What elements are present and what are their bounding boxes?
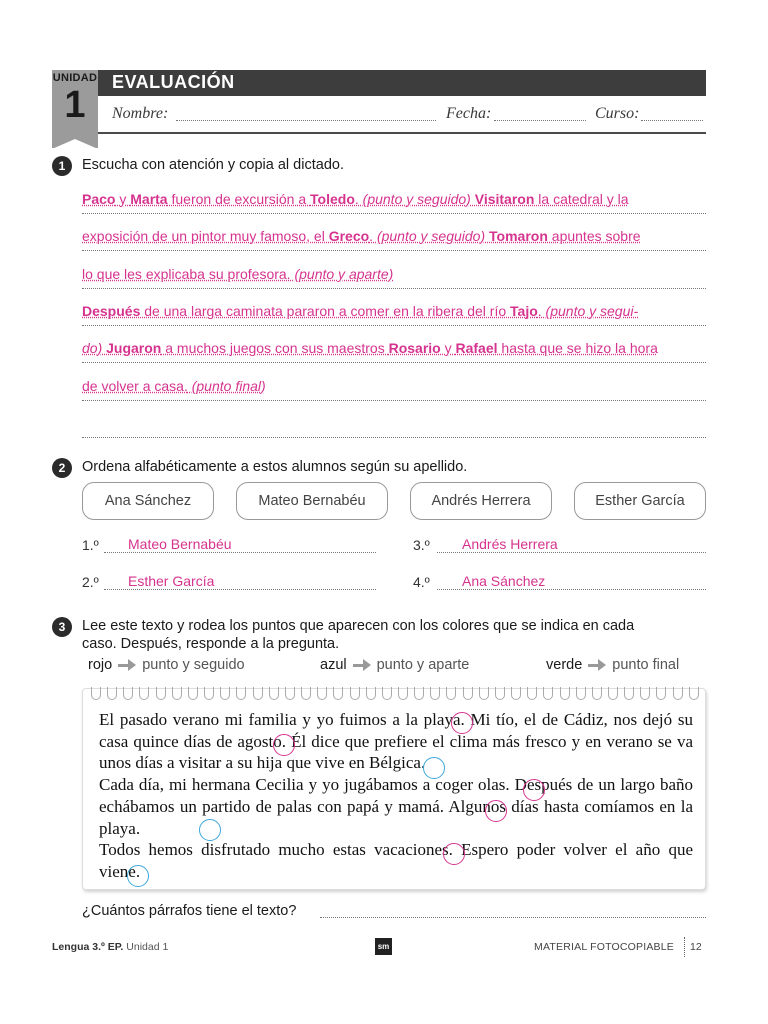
publisher-logo: sm <box>375 938 392 955</box>
student-name-card: Ana Sánchez <box>82 482 214 520</box>
ring-icon <box>382 687 392 700</box>
dictation-fragment: Tomaron <box>489 228 548 245</box>
ring-icon <box>236 687 246 700</box>
dictation-fragment: (punto y seguido) <box>358 191 475 207</box>
legend-color: verde <box>546 657 583 673</box>
dictation-fragment: exposición de un pintor muy famoso, el <box>82 228 329 245</box>
footer-unit: Unidad 1 <box>126 941 169 953</box>
period-circle-blue[interactable] <box>127 865 149 887</box>
ring-icon <box>511 687 521 700</box>
dictation-fragment: Visitaron <box>474 191 535 207</box>
ring-icon <box>446 687 456 700</box>
ring-icon <box>543 687 553 700</box>
arrow-right-icon <box>118 659 136 671</box>
dictation-fragment: hasta que se hizo la hora <box>497 340 658 357</box>
exercise-3-instruction: Lee este texto y rodea los puntos que aparecen con los colores que se indica en cada <box>82 618 635 634</box>
legend-item <box>320 657 469 673</box>
page-title: EVALUACIÓN <box>112 72 235 92</box>
ring-icon <box>301 687 311 700</box>
date-label: Fecha: <box>446 105 492 122</box>
student-name-card: Mateo Bernabéu <box>236 482 388 520</box>
period-circle-red[interactable] <box>443 843 465 865</box>
reading-text <box>99 709 693 883</box>
ring-icon <box>139 687 149 700</box>
footer-book: Lengua 3.º EP. <box>52 941 124 953</box>
course-label: Curso: <box>595 105 640 122</box>
footer-book-info <box>52 941 168 953</box>
dictation-fragment: de una larga caminata pararon a comer en la ribera del río <box>140 302 511 319</box>
dictation-fragment: (punto y segui- <box>541 302 639 319</box>
answer-ordinal: 1.º <box>82 537 99 553</box>
ring-icon <box>608 687 618 700</box>
dictation-fragment: Rafael <box>455 340 498 357</box>
answer-name: Esther García <box>128 573 215 589</box>
ring-icon <box>172 687 182 700</box>
ring-icon <box>123 687 133 700</box>
ring-icon <box>91 687 101 700</box>
ring-icon <box>333 687 343 700</box>
ring-icon <box>107 687 117 700</box>
footer-divider <box>684 937 685 957</box>
ring-icon <box>269 687 279 700</box>
dictation-fragment: y <box>440 340 456 357</box>
notebook-rings <box>91 687 699 701</box>
ring-icon <box>624 687 634 700</box>
unit-number: 1 <box>64 84 86 126</box>
legend-color: azul <box>320 657 347 673</box>
dictation-fragment: (punto y seguido) <box>373 228 490 245</box>
dictation-fragment: Después <box>82 302 141 319</box>
dictation-fragment: Greco <box>328 228 370 245</box>
period-circle-red[interactable] <box>451 712 473 734</box>
ring-icon <box>204 687 214 700</box>
period-circle-red[interactable] <box>523 779 545 801</box>
question-answer-line[interactable] <box>320 898 706 918</box>
ring-icon <box>317 687 327 700</box>
dictation-line[interactable] <box>82 259 706 289</box>
name-field[interactable] <box>176 119 436 121</box>
unit-tab <box>52 70 98 148</box>
dictation-line[interactable] <box>82 296 706 326</box>
arrow-right-icon <box>353 659 371 671</box>
ring-icon <box>479 687 489 700</box>
legend-meaning: punto final <box>612 657 680 673</box>
ring-icon <box>592 687 602 700</box>
dictation-fragment: Paco <box>82 191 116 207</box>
name-label: Nombre: <box>112 105 169 122</box>
dictation-fragment: . <box>369 228 374 245</box>
answer-ordinal: 2.º <box>82 574 99 590</box>
legend-meaning: punto y seguido <box>142 657 245 673</box>
period-circle-red[interactable] <box>485 800 507 822</box>
legend-color: rojo <box>88 657 113 673</box>
answer-name: Mateo Bernabéu <box>128 536 232 552</box>
ring-icon <box>640 687 650 700</box>
exercise-2-number: 2 <box>52 458 72 478</box>
student-info-row <box>98 98 706 134</box>
ring-icon <box>495 687 505 700</box>
dictation-fragment: lo que les explicaba su profesora. <box>82 265 291 282</box>
arrow-right-icon <box>588 659 606 671</box>
paragraph: El pasado verano mi familia y yo fuimos a la playa. Mi tío, el de Cádiz, nos dejó su casa quince días de agosto. Él dice que prefiere el clima más fresco y en verano se va unos días a visitar a su hija que vive en Bélgica. <box>99 710 693 773</box>
ring-icon <box>414 687 424 700</box>
dictation-line[interactable] <box>82 333 706 363</box>
unit-label: UNIDAD <box>52 72 98 84</box>
paragraph: Cada día, mi hermana Cecilia y yo jugábamos a coger olas. Después de un largo baño echábamos un partido de palas con papá y mamá. Algunos días hasta comíamos en la playa. <box>99 775 693 838</box>
ring-icon <box>673 687 683 700</box>
dictation-fragment: la catedral y la <box>534 191 629 207</box>
exercise-3-number: 3 <box>52 617 72 637</box>
ring-icon <box>463 687 473 700</box>
dictation-fragment: Marta <box>130 191 168 207</box>
date-field[interactable] <box>494 119 586 121</box>
question-text: ¿Cuántos párrafos tiene el texto? <box>82 903 297 919</box>
ring-icon <box>656 687 666 700</box>
paragraph: Todos hemos disfrutado mucho estas vacaciones. Espero poder volver el año que viene. <box>99 840 693 881</box>
dictation-fragment: Jugaron <box>106 340 162 357</box>
period-circle-blue[interactable] <box>199 819 221 841</box>
ring-icon <box>527 687 537 700</box>
ring-icon <box>285 687 295 700</box>
dictation-fragment: apuntes sobre <box>547 228 641 245</box>
student-name-card: Andrés Herrera <box>410 482 552 520</box>
dictation-line[interactable] <box>82 408 706 438</box>
dictation-fragment: Toledo <box>310 191 355 207</box>
dictation-fragment: fueron de excursión a <box>167 191 311 207</box>
period-circle-red[interactable] <box>273 734 295 756</box>
ring-icon <box>576 687 586 700</box>
dictation-fragment: Tajo <box>510 302 538 319</box>
answer-ordinal: 3.º <box>413 537 430 553</box>
answer-name: Andrés Herrera <box>462 536 558 552</box>
dictation-fragment: de volver a casa. <box>82 377 188 394</box>
exercise-1-instruction: Escucha con atención y copia al dictado. <box>82 157 344 173</box>
dictation-fragment: . <box>354 191 359 207</box>
course-field[interactable] <box>641 119 703 121</box>
footer-material: MATERIAL FOTOCOPIABLE <box>534 941 674 953</box>
notebook-text-box <box>82 688 706 890</box>
dictation-fragment: y <box>115 191 131 207</box>
dictation-fragment: (punto y aparte) <box>290 265 394 282</box>
answer-ordinal: 4.º <box>413 574 430 590</box>
dictation-line[interactable] <box>82 221 706 251</box>
ring-icon <box>398 687 408 700</box>
ring-icon <box>253 687 263 700</box>
ring-icon <box>188 687 198 700</box>
student-name-card: Esther García <box>574 482 706 520</box>
ring-icon <box>366 687 376 700</box>
title-bar <box>98 70 706 96</box>
legend-item <box>546 657 679 673</box>
dictation-line[interactable] <box>82 184 706 214</box>
ring-icon <box>156 687 166 700</box>
exercise-2-instruction: Ordena alfabéticamente a estos alumnos según su apellido. <box>82 459 468 475</box>
legend-item <box>88 657 245 673</box>
ring-icon <box>220 687 230 700</box>
ring-icon <box>430 687 440 700</box>
period-circle-blue[interactable] <box>423 757 445 779</box>
ring-icon <box>689 687 699 700</box>
page-number: 12 <box>690 941 702 953</box>
dictation-fragment: a muchos juegos con sus maestros <box>161 340 389 357</box>
dictation-fragment: do) <box>82 340 103 357</box>
dictation-fragment: . <box>537 302 542 319</box>
exercise-1-number: 1 <box>52 156 72 176</box>
ring-icon <box>560 687 570 700</box>
legend-meaning: punto y aparte <box>376 657 470 673</box>
dictation-line[interactable] <box>82 371 706 401</box>
tab-notch <box>52 139 98 149</box>
dictation-fragment: (punto final) <box>187 377 266 394</box>
answer-name: Ana Sánchez <box>462 573 546 589</box>
exercise-3-instruction-cont: caso. Después, responde a la pregunta. <box>82 636 340 652</box>
dictation-fragment: Rosario <box>388 340 441 357</box>
ring-icon <box>350 687 360 700</box>
